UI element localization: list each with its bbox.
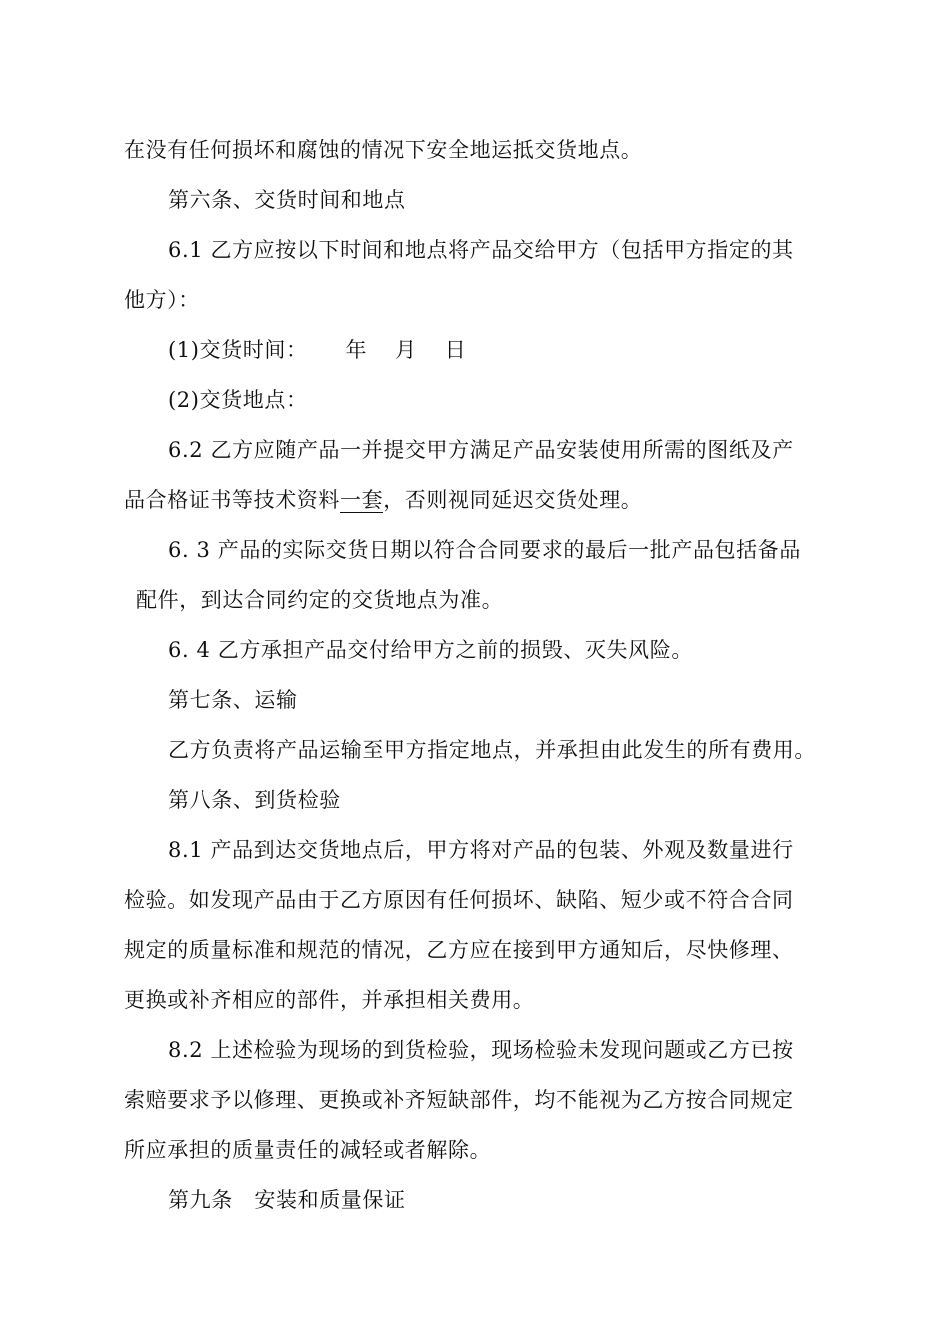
clause-6-3: 6. 3 产品的实际交货日期以符合合同要求的最后一批产品包括备品 xyxy=(168,538,801,562)
clause-8-1: 8.1 产品到达交货地点后，甲方将对产品的包装、外观及数量进行 xyxy=(168,838,794,862)
delivery-time-label: (1)交货时间： xyxy=(168,338,308,362)
clause-6-1-continued: 他方）： xyxy=(124,288,200,312)
clause-6-3-continued: 配件，到达合同约定的交货地点为准。 xyxy=(136,588,504,612)
clause-6-2-text-a: 品合格证书等技术资料 xyxy=(124,488,340,512)
underlined-quantity: 一套 xyxy=(340,488,384,512)
section-heading-7: 第七条、运输 xyxy=(168,688,298,712)
date-month: 月 xyxy=(395,338,417,362)
clause-6-1: 6.1 乙方应按以下时间和地点将产品交给甲方（包括甲方指定的其 xyxy=(168,238,794,262)
clause-8-2: 8.2 上述检验为现场的到货检验，现场检验未发现问题或乙方已按 xyxy=(168,1038,794,1062)
section-heading-9: 第九条 安装和质量保证 xyxy=(168,1188,406,1212)
clause-8-1-line-3: 规定的质量标准和规范的情况，乙方应在接到甲方通知后，尽快修理、 xyxy=(124,938,794,962)
clause-6-2: 6.2 乙方应随产品一并提交甲方满足产品安装使用所需的图纸及产 xyxy=(168,438,794,462)
clause-8-2-line-2: 索赔要求予以修理、更换或补齐短缺部件，均不能视为乙方按合同规定 xyxy=(124,1088,794,1112)
clause-6-2-continued xyxy=(124,486,642,514)
date-day: 日 xyxy=(444,338,467,362)
delivery-place-line: (2)交货地点： xyxy=(168,388,308,412)
clause-8-1-line-2: 检验。如发现产品由于乙方原因有任何损坏、缺陷、短少或不符合合同 xyxy=(124,888,794,912)
delivery-time-line xyxy=(168,336,466,364)
clause-6-4: 6. 4 乙方承担产品交付给甲方之前的损毁、灭失风险。 xyxy=(168,638,693,662)
date-year: 年 xyxy=(345,338,368,362)
section-heading-6: 第六条、交货时间和地点 xyxy=(168,188,406,212)
clause-6-2-text-b: ，否则视同延迟交货处理。 xyxy=(383,488,643,512)
clause-8-2-line-3: 所应承担的质量责任的减轻或者解除。 xyxy=(124,1138,492,1162)
clause-8-1-line-4: 更换或补齐相应的部件，并承担相关费用。 xyxy=(124,988,535,1012)
clause-7-text: 乙方负责将产品运输至甲方指定地点，并承担由此发生的所有费用。 xyxy=(168,738,816,762)
paragraph-line: 在没有任何损坏和腐蚀的情况下安全地运抵交货地点。 xyxy=(124,138,643,162)
section-heading-8: 第八条、到货检验 xyxy=(168,788,341,812)
